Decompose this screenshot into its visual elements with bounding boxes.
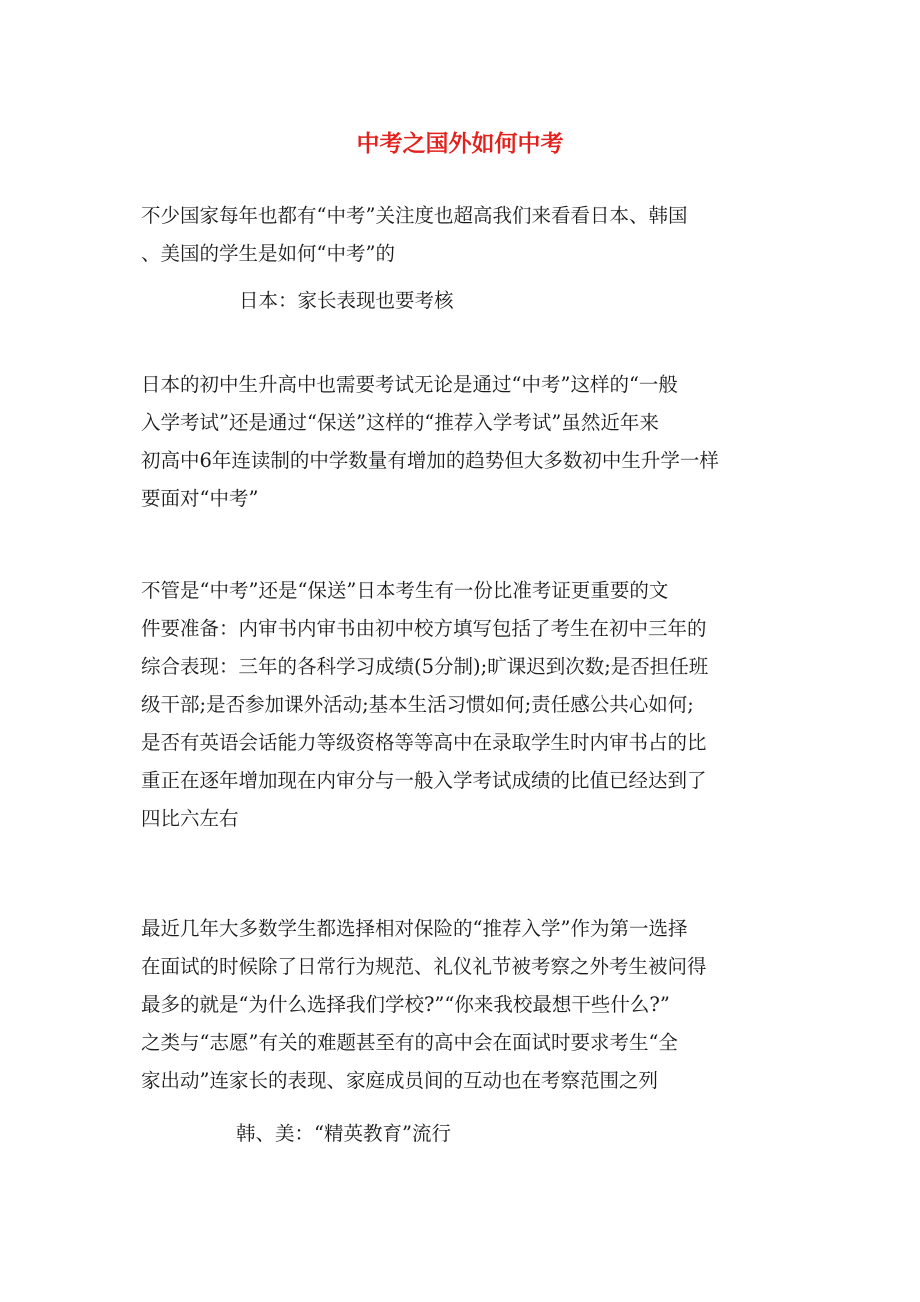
document-title: 中考之国外如何中考 <box>356 130 564 158</box>
paragraph-line: 件要准备：内审书内审书由初中校方填写包括了考生在初中三年的 <box>141 617 707 640</box>
section-heading-japan: 日本：家长表现也要考核 <box>239 289 454 312</box>
intro-line: 、美国的学生是如何“中考”的 <box>141 242 395 265</box>
intro-line: 不少国家每年也都有“中考”关注度也超高我们来看看日本、韩国 <box>141 204 688 227</box>
paragraph-line: 重正在逐年增加现在内审分与一般入学考试成绩的比值已经达到了 <box>141 769 707 792</box>
japan-paragraph-2 <box>141 572 781 838</box>
paragraph-line: 不管是“中考”还是“保送”日本考生有一份比准考证更重要的文 <box>141 579 669 602</box>
paragraph-line: 级干部;是否参加课外活动;基本生活习惯如何;责任感公共心如何; <box>141 693 694 716</box>
paragraph-line: 之类与“志愿”有关的难题甚至有的高中会在面试时要求考生“全 <box>141 1031 678 1054</box>
paragraph-line: 最多的就是“为什么选择我们学校?”“你来我校最想干些什么?” <box>141 993 670 1016</box>
paragraph-line: 家出动”连家长的表现、家庭成员间的互动也在考察范围之列 <box>141 1069 658 1092</box>
japan-paragraph-1 <box>141 366 781 518</box>
japan-paragraph-3 <box>141 910 781 1100</box>
paragraph-line: 四比六左右 <box>141 807 239 830</box>
paragraph-line: 初高中6年连读制的中学数量有增加的趋势但大多数初中生升学一样 <box>141 449 719 472</box>
section-heading-korea-us: 韩、美：“精英教育”流行 <box>236 1122 451 1145</box>
paragraph-line: 是否有英语会话能力等级资格等等高中在录取学生时内审书占的比 <box>141 731 707 754</box>
paragraph-line: 日本的初中生升高中也需要考试无论是通过“中考”这样的“一般 <box>141 373 678 396</box>
paragraph-line: 在面试的时候除了日常行为规范、礼仪礼节被考察之外考生被问得 <box>141 955 707 978</box>
paragraph-line: 最近几年大多数学生都选择相对保险的“推荐入学”作为第一选择 <box>141 917 688 940</box>
paragraph-line: 要面对“中考” <box>141 487 259 510</box>
paragraph-line: 入学考试”还是通过“保送”这样的“推荐入学考试”虽然近年来 <box>141 411 659 434</box>
paragraph-line: 综合表现：三年的各科学习成绩(5分制);旷课迟到次数;是否担任班 <box>141 655 709 678</box>
intro-paragraph <box>141 197 781 273</box>
